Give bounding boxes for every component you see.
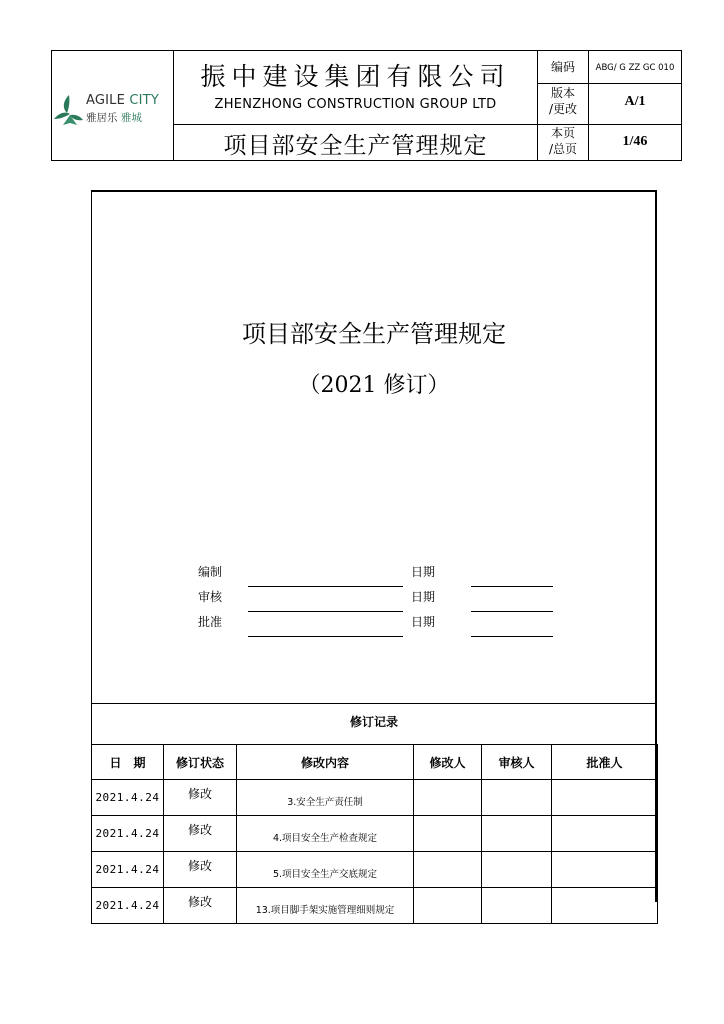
approved-label: 批准 (198, 615, 223, 629)
header-doc-title: 项目部安全生产管理规定 (223, 133, 488, 159)
company-name-cn: 振中建设集团有限公司 (200, 62, 511, 91)
company-name-en: ZHENZHONG CONSTRUCTION GROUP LTD (214, 97, 497, 112)
row-status: 修改 (164, 816, 237, 852)
col-date: 日 期 (92, 745, 164, 780)
row-status: 修改 (164, 888, 237, 924)
row-approver (552, 888, 658, 924)
prepared-date-label: 日期 (411, 565, 436, 579)
prepared-line (248, 586, 403, 587)
col-approver: 批准人 (552, 745, 658, 780)
revision-header-row (92, 745, 658, 780)
code-value: ABG/ G ZZ GC 010 (595, 63, 675, 73)
document-header (51, 50, 682, 161)
logo-text-cn: 雅居乐 雅城 (86, 112, 142, 124)
cover-subtitle: （2021 修订） (298, 373, 450, 398)
row-content: 3.安全生产责任制 (237, 780, 414, 816)
prepared-date-line (471, 586, 553, 587)
page-label: 本页 /总页 (548, 126, 578, 156)
col-status: 修订状态 (164, 745, 237, 780)
row-approver (552, 852, 658, 888)
version-label: 版本 /更改 (548, 86, 578, 116)
row-status: 修改 (164, 852, 237, 888)
table-row (92, 816, 658, 852)
logo-text-en: AGILE CITY (86, 93, 159, 108)
revision-table (91, 744, 658, 924)
reviewed-date-label: 日期 (411, 590, 436, 604)
row-reviewer (482, 816, 552, 852)
company-logo (52, 51, 173, 160)
col-reviewer: 审核人 (482, 745, 552, 780)
row-modifier (414, 888, 482, 924)
row-modifier (414, 780, 482, 816)
row-approver (552, 780, 658, 816)
table-row (92, 852, 658, 888)
col-modifier: 修改人 (414, 745, 482, 780)
approved-date-line (471, 636, 553, 637)
col-content: 修改内容 (237, 745, 414, 780)
prepared-label: 编制 (198, 565, 223, 579)
table-row (92, 780, 658, 816)
row-content: 5.项目安全生产交底规定 (237, 852, 414, 888)
approved-date-label: 日期 (411, 615, 436, 629)
reviewed-date-line (471, 611, 553, 612)
row-date: 2021.4.24 (92, 780, 164, 816)
row-content: 4.项目安全生产检查规定 (237, 816, 414, 852)
row-content: 13.项目脚手架实施管理细则规定 (237, 888, 414, 924)
agile-leaf-icon (52, 93, 86, 127)
version-value: A/1 (624, 94, 646, 109)
row-date: 2021.4.24 (92, 852, 164, 888)
code-label: 编码 (550, 60, 575, 74)
row-status: 修改 (164, 780, 237, 816)
row-date: 2021.4.24 (92, 816, 164, 852)
approved-line (248, 636, 403, 637)
page-value: 1/46 (622, 134, 648, 149)
row-approver (552, 816, 658, 852)
row-reviewer (482, 888, 552, 924)
row-modifier (414, 816, 482, 852)
revision-title: 修订记录 (349, 715, 398, 729)
row-date: 2021.4.24 (92, 888, 164, 924)
reviewed-line (248, 611, 403, 612)
row-reviewer (482, 852, 552, 888)
row-modifier (414, 852, 482, 888)
reviewed-label: 审核 (198, 590, 223, 604)
row-reviewer (482, 780, 552, 816)
table-row (92, 888, 658, 924)
cover-title: 项目部安全生产管理规定 (242, 320, 506, 348)
